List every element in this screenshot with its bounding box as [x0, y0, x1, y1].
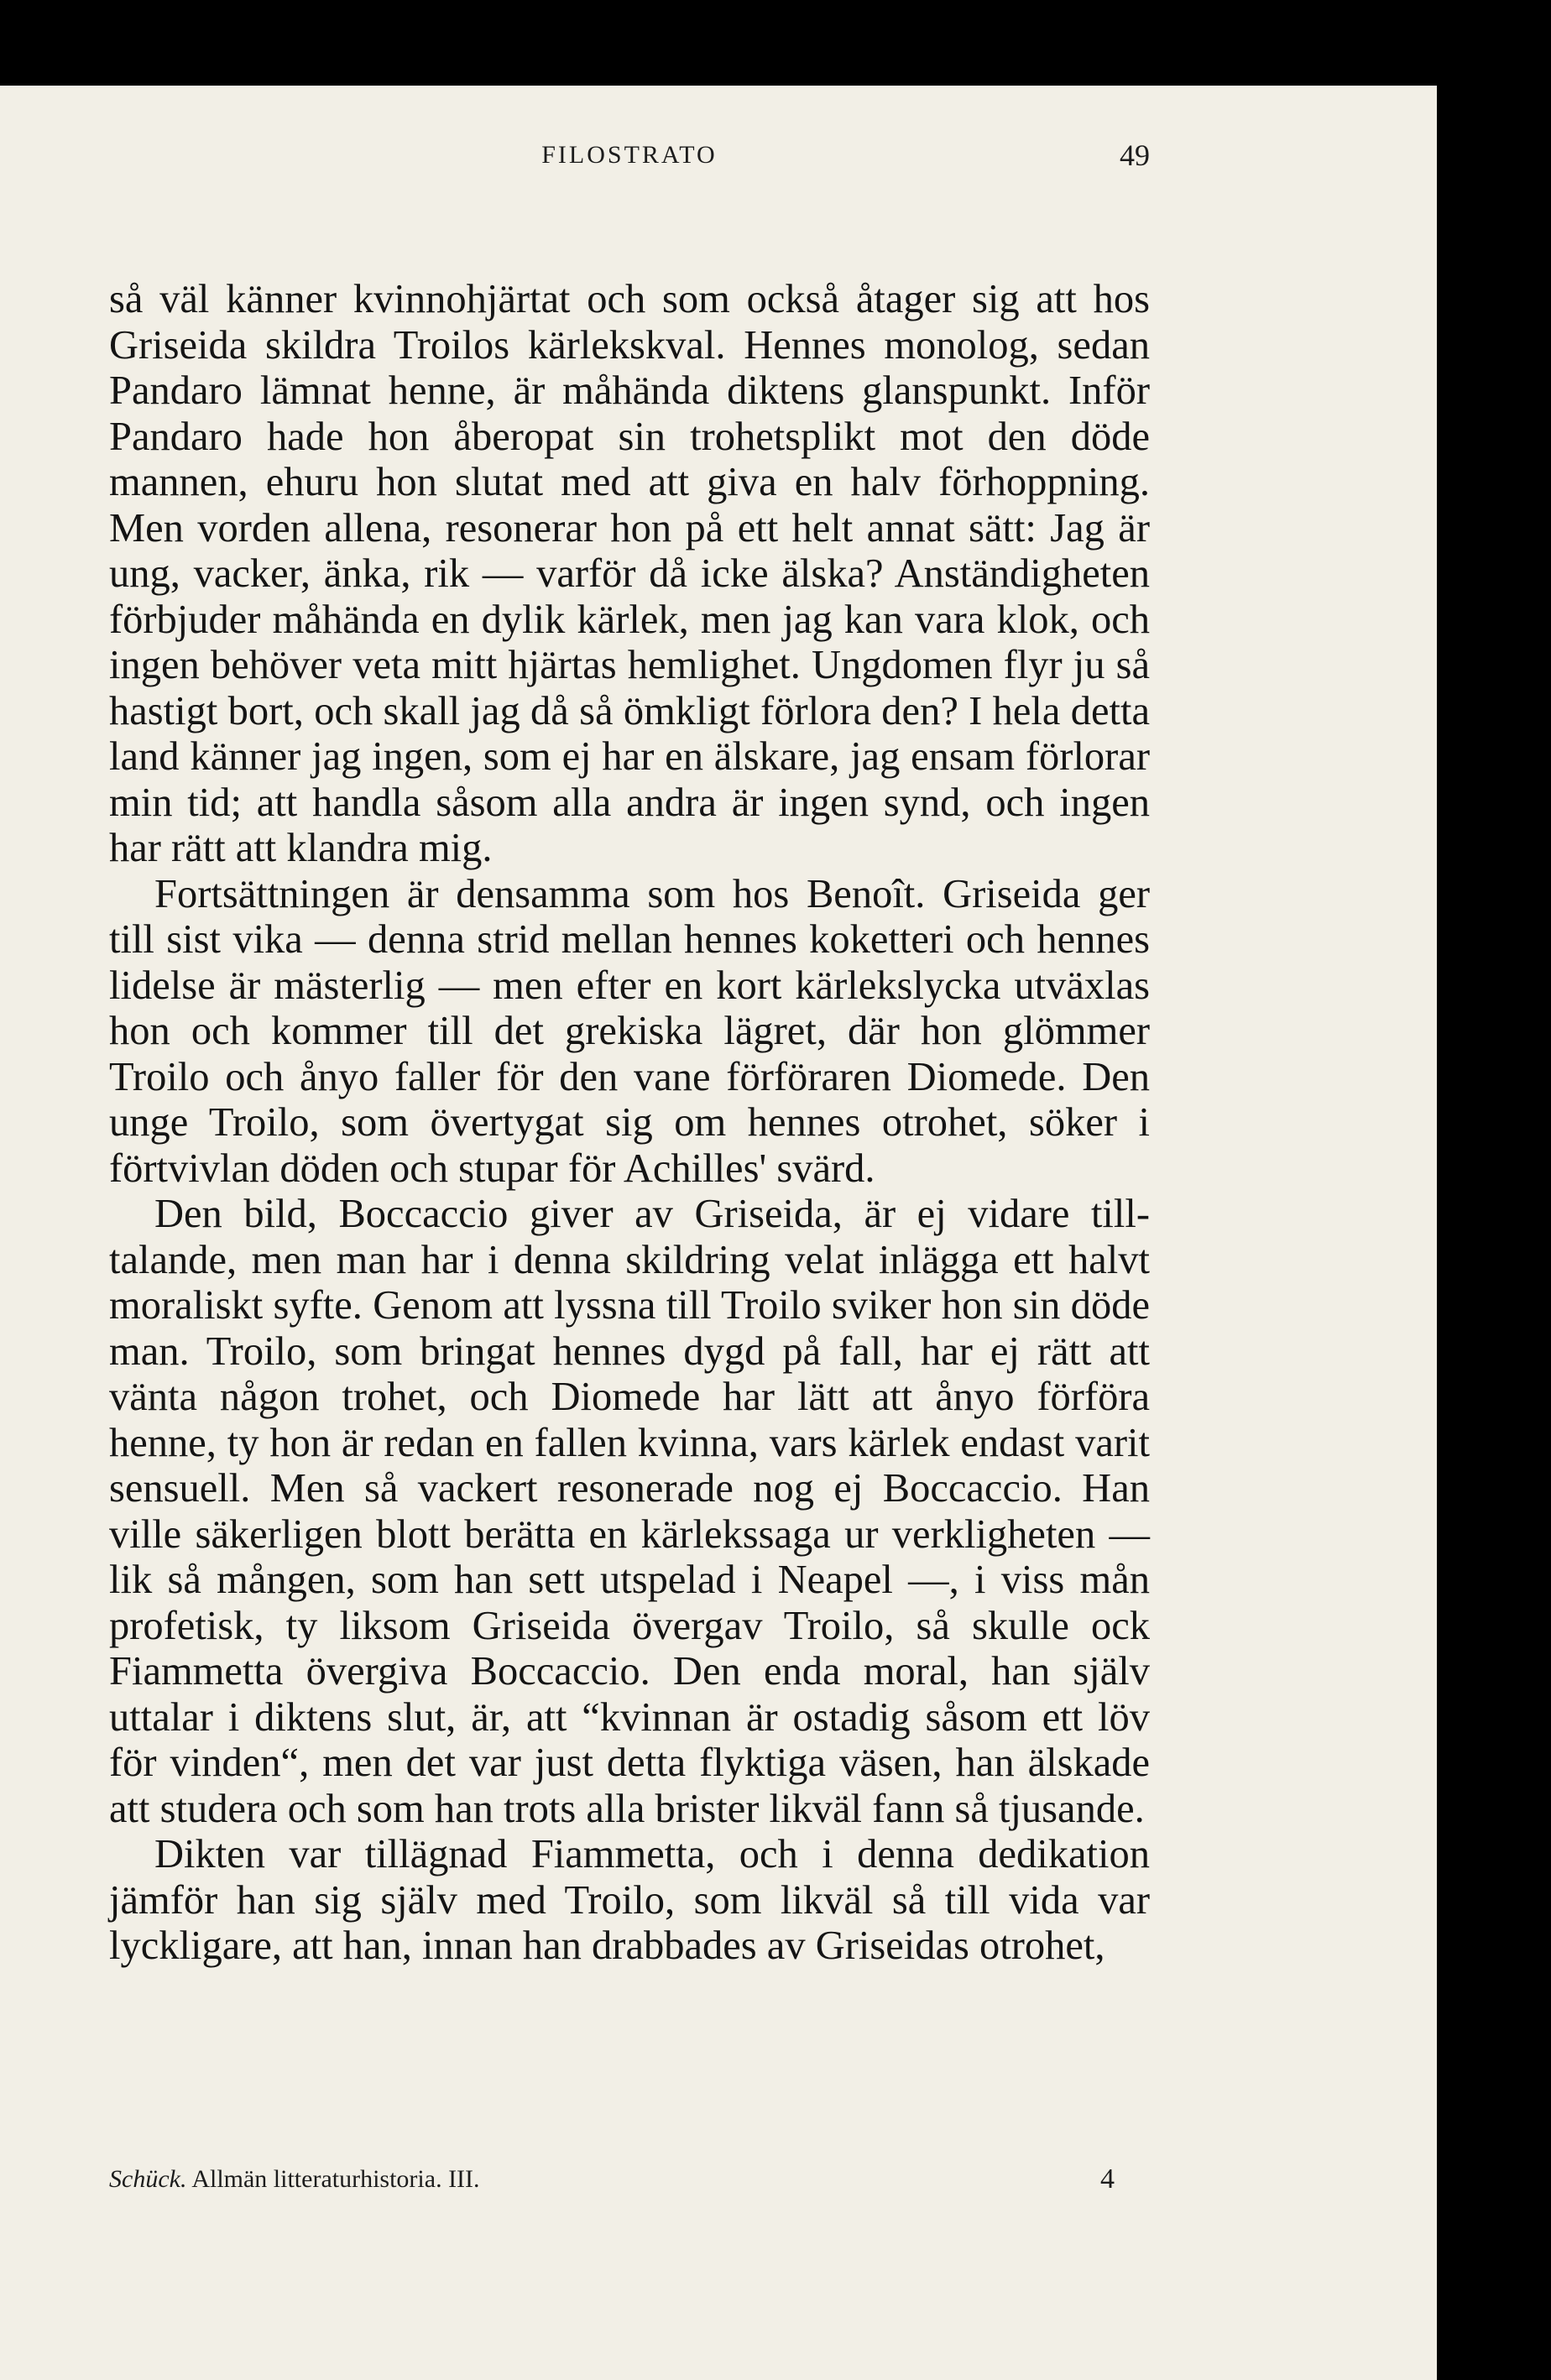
page-number: 49 — [1120, 138, 1150, 172]
signature-mark: 4 — [1100, 2163, 1115, 2195]
footer-title: Allmän litteraturhistoria. III. — [191, 2165, 480, 2193]
body-text — [109, 277, 1150, 1970]
paragraph: Den bild, Boccaccio giver av Griseida, är ej vidare tilltalande, men man har i denna skildring velat inlägga ett halvt moraliskt syfte. Genom att lyssna till Troilo sviker hon sin döde man. Troilo, som bringat hennes dygd på fall, har ej rätt att vänta någon trohet, och Diomede har lätt att ånyo förföra henne, ty hon är redan en fallen kvinna, vars kärlek endast varit sensuell. Men så vackert resonerade nog ej Boccaccio. Han ville säkerligen blott berätta en kärlekssaga ur verkligheten — lik så mången, som han sett utspelad i Neapel —, i viss mån profetisk, ty liksom Griseida övergav Troilo, så skulle ock Fiammetta övergiva Boccaccio. Den enda moral, han själv uttalar i diktens slut, är, att “kvinnan är ostadig såsom ett löv för vinden“, men det var just detta flyktiga väsen, han älskade att studera och som han trots alla brister likväl fann så tjusande. — [109, 1192, 1150, 1831]
paragraph: så väl känner kvinnohjärtat och som också åtager sig att hos Griseida skildra Troilos kärlekskval. Hennes monolog, sedan Pandaro lämnat henne, är måhända diktens glanspunkt. Inför Pandaro hade hon åberopat sin trohetsplikt mot den döde mannen, ehuru hon slutat med att giva en halv förhoppning. Men vorden allena, resonerar hon på ett helt annat sätt: Jag är ung, vacker, änka, rik — varför då icke älska? Anständigheten förbjuder måhända en dylik kärlek, men jag kan vara klok, och ingen behöver veta mitt hjärtas hemlighet. Ungdomen flyr ju så hastigt bort, och skall jag då så ömkligt förlora den? I hela detta land känner jag ingen, som ej har en älskare, jag ensam förlorar min tid; att handla såsom alla andra är ingen synd, och ingen har rätt att klandra mig. — [109, 277, 1150, 870]
footer-author: Schück. — [109, 2165, 187, 2193]
page-footer — [109, 2165, 1150, 2194]
running-title: FILOSTRATO — [541, 141, 718, 169]
paragraph: Dikten var tillägnad Fiammetta, och i denna dedikation jämför han sig själv med Troilo, som likväl så till vida var lyckligare, att han, innan han drabbades av Griseidas otrohet, — [109, 1832, 1150, 1968]
page-header — [109, 134, 1150, 185]
paragraph: Fortsättningen är densamma som hos Benoît. Griseida ger till sist vika — denna strid mellan hennes koketteri och hennes lidelse är mästerlig — men efter en kort kärlekslycka utväxlas hon och kommer till det grekiska lägret, där hon glömmer Troilo och ånyo faller för den vane förföraren Diomede. Den unge Troilo, som övertygat sig om hennes otrohet, söker i förtvivlan döden och stupar för Achilles' svärd. — [109, 871, 1150, 1191]
